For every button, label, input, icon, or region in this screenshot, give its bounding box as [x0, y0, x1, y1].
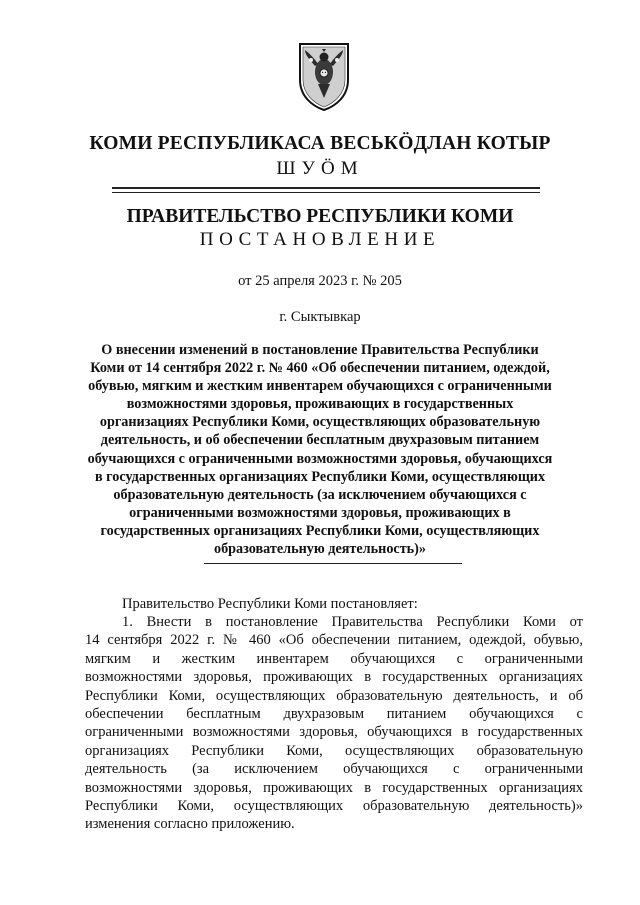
paragraph-line: Республики Коми, осуществляющих образовательную деятельность, и об	[85, 687, 583, 704]
header-divider-thick	[112, 187, 540, 189]
paragraph-line: возможностями здоровья, проживающих в государственных организациях	[85, 779, 583, 796]
komi-coat-of-arms-icon	[296, 40, 352, 112]
title-line: деятельность, и об обеспечении бесплатным двухразовым питанием	[100, 432, 540, 449]
resolution-intro: Правительство Республики Коми постановляет:	[122, 596, 418, 612]
paragraph-line: 1. Внести в постановление Правительства Республики Коми от	[122, 614, 583, 630]
title-line: образовательную деятельность)»	[213, 541, 427, 558]
title-line: обучающихся с ограниченными возможностями здоровья, обучающихся	[87, 450, 553, 467]
title-line: обувью, мягким и жестким инвентарем обучающихся с ограниченными	[88, 378, 552, 395]
komi-document-type: ШУӦМ	[276, 158, 364, 179]
paragraph-line: Республики Коми, осуществляющих образовательную деятельность)»	[85, 798, 583, 815]
paragraph-1	[85, 613, 583, 834]
paragraph-line: 14 сентября 2022 г. № 460 «Об обеспечении питанием, одеждой, обувью,	[85, 632, 583, 649]
komi-government-title: КОМИ РЕСПУБЛИКАСА ВЕСЬКӦДЛАН КОТЫР	[89, 133, 551, 154]
title-line: Коми от 14 сентября 2022 г. № 460 «Об обеспечении питанием, одеждой,	[90, 360, 550, 377]
paragraph-line: деятельность (за исключением обучающихся с ограниченными	[85, 761, 583, 778]
title-line: государственных организациях Республики Коми, осуществляющих	[100, 522, 540, 539]
title-line: ограниченными возможностями здоровья, проживающих в	[129, 504, 511, 521]
paragraph-line: изменения согласно приложению.	[85, 816, 295, 833]
paragraph-line: ограниченными возможностями здоровья, обучающихся в государственных	[85, 724, 583, 741]
document-city: г. Сыктывкар	[279, 309, 361, 325]
document-type: ПОСТАНОВЛЕНИЕ	[199, 229, 441, 250]
government-title: ПРАВИТЕЛЬСТВО РЕСПУБЛИКИ КОМИ	[126, 206, 514, 227]
title-line: организациях Республики Коми, осуществляющих образовательную	[99, 414, 541, 431]
title-line: в государственных организациях Республики Коми, осуществляющих	[94, 468, 546, 485]
paragraph-line: мягким и жестким инвентарем обучающихся с ограниченными	[85, 650, 583, 667]
paragraph-line: организациях Республики Коми, осуществляющих образовательную	[85, 742, 583, 759]
document-title	[80, 341, 560, 558]
title-line: О внесении изменений в постановление Правительства Республики	[101, 342, 539, 358]
title-underline	[204, 563, 462, 564]
document-date-number: от 25 апреля 2023 г. № 205	[238, 273, 402, 289]
document-body	[85, 595, 583, 834]
header-divider-thin	[112, 192, 540, 193]
paragraph-line: возможностями здоровья, проживающих в государственных организациях	[85, 669, 583, 686]
title-line: возможностями здоровья, проживающих в государственных	[126, 396, 514, 413]
paragraph-line: обеспечении бесплатным двухразовым питанием обучающихся с	[85, 706, 583, 723]
title-line: образовательную деятельность (за исключением обучающихся с	[113, 486, 527, 503]
